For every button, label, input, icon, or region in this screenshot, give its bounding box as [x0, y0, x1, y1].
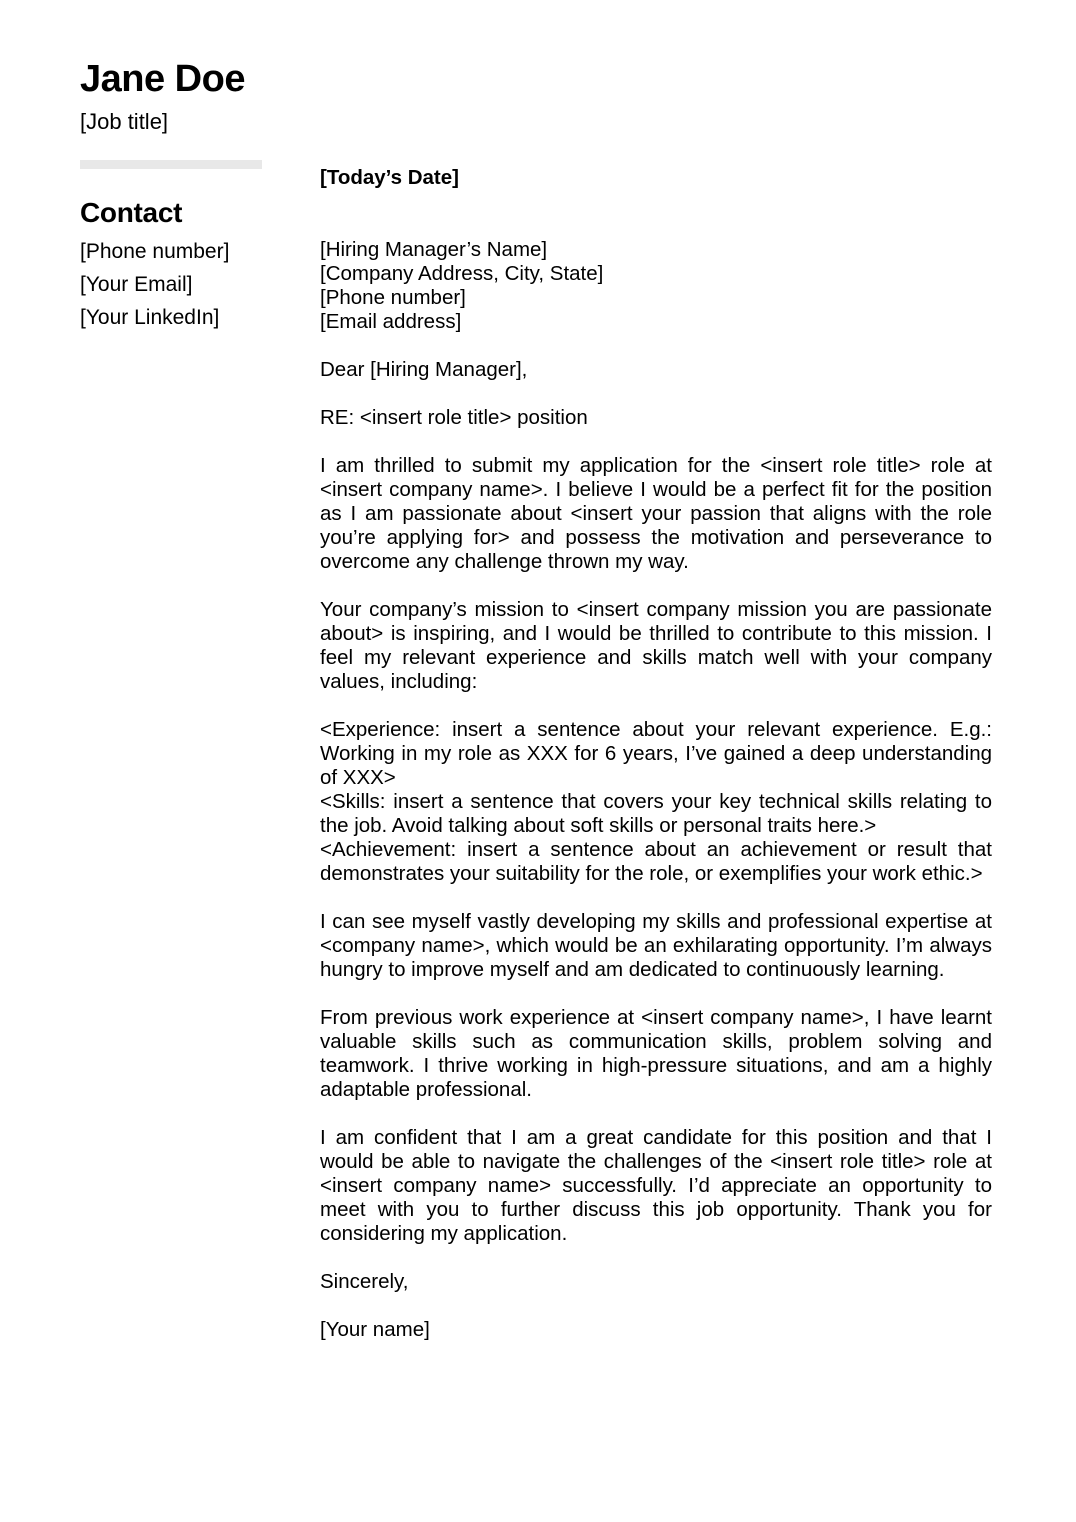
- spacer: [320, 886, 992, 910]
- spacer: [320, 430, 992, 454]
- applicant-name: Jane Doe: [80, 58, 245, 100]
- value-point-skills: <Skills: insert a sentence that covers your key technical skills relating to the job. Avoid talking about soft skills or personal traits here.>: [320, 790, 992, 837]
- letter-signature-name: [Your name]: [320, 1318, 430, 1341]
- spacer: [320, 334, 992, 358]
- spacer: [320, 982, 992, 1006]
- value-point-achievement: <Achievement: insert a sentence about an achievement or result that demonstrates your suitability for the role, or exemplifies your work ethic.>: [320, 838, 992, 885]
- recipient-email: [Email address]: [320, 310, 462, 333]
- sidebar: [80, 58, 305, 334]
- spacer: [320, 190, 992, 238]
- value-point-experience: <Experience: insert a sentence about your relevant experience. E.g.: Working in my role as XXX for 6 years, I’ve gained a deep understanding of XXX>: [320, 718, 992, 789]
- letter-paragraph-experience: From previous work experience at <insert company name>, I have learnt valuable skills such as communication skills, problem solving and teamwork. I thrive working in high-pressure situations, and am a highly adaptable professional.: [320, 1006, 992, 1101]
- recipient-phone: [Phone number]: [320, 286, 466, 309]
- recipient-name: [Hiring Manager’s Name]: [320, 238, 548, 261]
- letter-salutation: Dear [Hiring Manager],: [320, 358, 528, 381]
- spacer: [320, 574, 992, 598]
- letter-paragraph-mission: Your company’s mission to <insert company mission you are passionate about> is inspiring, and I would be thrilled to contribute to this mission. I feel my relevant experience and skills match well with your company values, including:: [320, 598, 992, 693]
- letter-paragraph-development: I can see myself vastly developing my skills and professional expertise at <company name>, which would be an exhilarating opportunity. I’m always hungry to improve myself and am dedicated to continuously learning.: [320, 910, 992, 981]
- value-points-block: [320, 718, 992, 886]
- spacer: [320, 694, 992, 718]
- spacer: [320, 1246, 992, 1270]
- contact-list: [80, 235, 305, 334]
- contact-phone: [Phone number]: [80, 239, 230, 263]
- spacer: [320, 1102, 992, 1126]
- letter-subject-line: RE: <insert role title> position: [320, 406, 588, 429]
- letter-paragraph-intro: I am thrilled to submit my application for the <insert role title> role at <insert company name>. I believe I would be a perfect fit for the position as I am passionate about <insert your passion that aligns with the role you’re applying for> and possess the motivation and perseverance to overcome any challenge thrown my way.: [320, 454, 992, 573]
- contact-heading: Contact: [80, 196, 183, 228]
- sidebar-divider: [80, 160, 262, 169]
- applicant-job-title: [Job title]: [80, 108, 169, 134]
- letter-body: [320, 166, 992, 1342]
- letter-date: [Today’s Date]: [320, 166, 459, 189]
- letter-sign-off: Sincerely,: [320, 1270, 409, 1293]
- contact-linkedin: [Your LinkedIn]: [80, 305, 220, 329]
- contact-email: [Your Email]: [80, 272, 193, 296]
- recipient-address: [Company Address, City, State]: [320, 262, 604, 285]
- letter-paragraph-conclusion: I am confident that I am a great candidate for this position and that I would be able to navigate the challenges of the <insert role title> role at <insert company name> successfully. I’d appreciate an opportunity to meet with you to further discuss this job opportunity. Thank you for considering my application.: [320, 1126, 992, 1245]
- spacer: [320, 382, 992, 406]
- recipient-address-block: [320, 238, 992, 334]
- spacer: [320, 1294, 992, 1318]
